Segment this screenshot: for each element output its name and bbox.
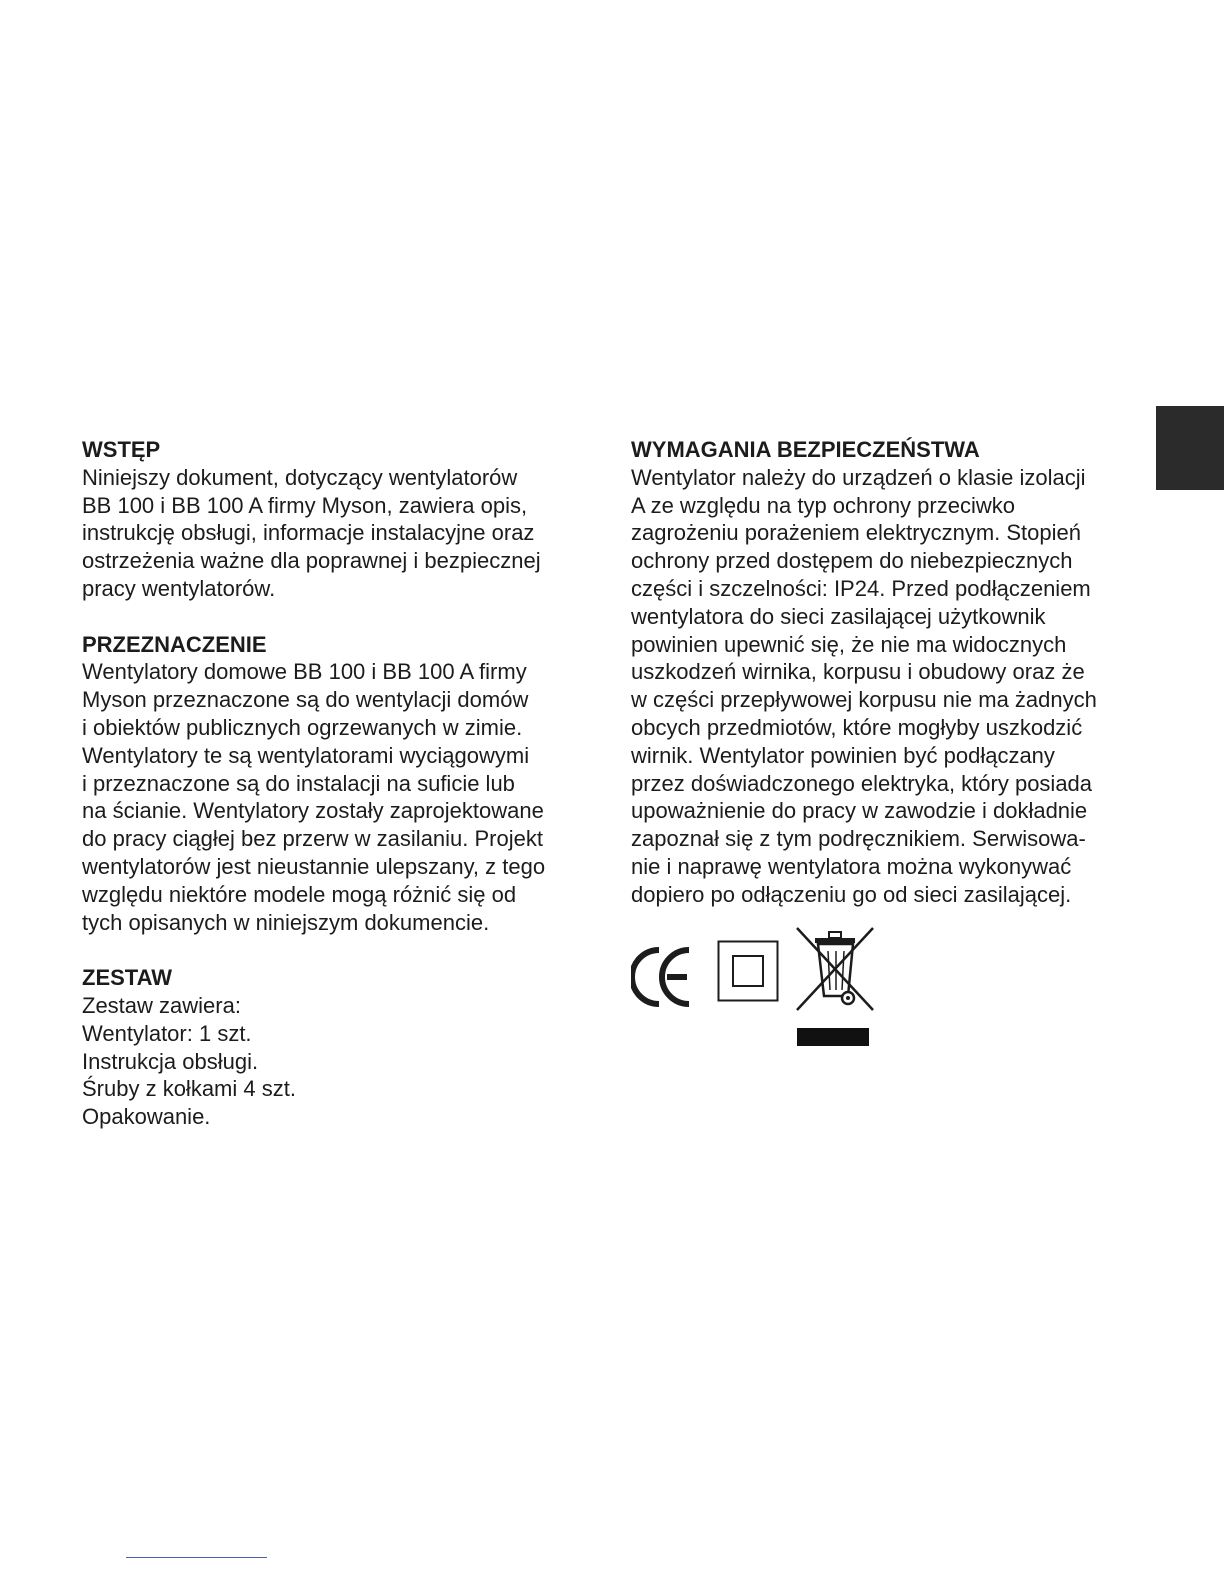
intro-line: instrukcję obsługi, informacje instalacyjne oraz [82, 520, 535, 546]
purpose-line: Myson przeznaczone są do wentylacji domów [82, 687, 529, 713]
intro-heading: WSTĘP [82, 437, 161, 462]
safety-line: zapoznał się z tym podręcznikiem. Serwisowa- [631, 826, 1086, 852]
safety-line: obcych przedmiotów, które mogłyby uszkodzić [631, 714, 1083, 740]
purpose-line: i przeznaczone są do instalacji na suficie lub [82, 770, 515, 796]
intro-line: BB 100 i BB 100 A firmy Myson, zawiera opis, [82, 492, 528, 518]
weee-black-bar [797, 1028, 869, 1046]
purpose-line: tych opisanych w niniejszym dokumencie. [82, 909, 490, 935]
purpose-line: Wentylatory te są wentylatorami wyciągowymi [82, 742, 530, 768]
safety-line: zagrożeniu porażeniem elektrycznym. Stopień [631, 520, 1082, 546]
ce-mark-icon [631, 946, 695, 1008]
right-column [631, 436, 1151, 936]
intro-line: Niniejszy dokument, dotyczący wentylatorów [82, 464, 518, 490]
safety-line: Wentylator należy do urządzeń o klasie izolacji [631, 464, 1086, 490]
safety-section [631, 436, 1151, 909]
purpose-section [82, 631, 592, 937]
safety-line: przez doświadczonego elektryka, który posiada [631, 770, 1093, 796]
purpose-line: do pracy ciągłej bez przerw w zasilaniu. Projekt [82, 826, 543, 852]
safety-line: dopiero po odłączeniu go od sieci zasilającej. [631, 881, 1072, 907]
safety-line: upoważnienie do pracy w zawodzie i dokładnie [631, 798, 1088, 824]
section-tab-marker [1156, 406, 1224, 490]
safety-heading: WYMAGANIA BEZPIECZEŃSTWA [631, 437, 980, 462]
left-column [82, 436, 592, 1159]
class-ii-insulation-icon [717, 940, 779, 1002]
safety-line: powinien upewnić się, że nie ma widocznych [631, 631, 1067, 657]
purpose-line: wentylatorów jest nieustannie ulepszany, z tego [82, 853, 546, 879]
purpose-line: na ścianie. Wentylatory zostały zaprojektowane [82, 798, 544, 824]
intro-line: ostrzeżenia ważne dla poprawnej i bezpiecznej [82, 548, 541, 574]
footer-rule [126, 1557, 267, 1558]
kit-line: Instrukcja obsługi. [82, 1048, 259, 1074]
kit-line: Opakowanie. [82, 1104, 211, 1130]
intro-line: pracy wentylatorów. [82, 575, 276, 601]
safety-line: w części przepływowej korpusu nie ma żadnych [631, 687, 1097, 713]
intro-section [82, 436, 592, 603]
kit-line: Wentylator: 1 szt. [82, 1020, 252, 1046]
safety-line: uszkodzeń wirnika, korpusu i obudowy oraz że [631, 659, 1085, 685]
kit-line: Śruby z kołkami 4 szt. [82, 1076, 296, 1102]
kit-line: Zestaw zawiera: [82, 992, 241, 1018]
safety-line: wirnik. Wentylator powinien być podłączany [631, 742, 1055, 768]
purpose-line: względu niektóre modele mogą różnić się od [82, 881, 517, 907]
kit-heading: ZESTAW [82, 965, 173, 991]
safety-line: ochrony przed dostępem do niebezpiecznych [631, 548, 1073, 574]
purpose-line: Wentylatory domowe BB 100 i BB 100 A firmy [82, 659, 527, 685]
purpose-heading: PRZEZNACZENIE [82, 631, 267, 657]
safety-line: części i szczelności: IP24. Przed podłączeniem [631, 575, 1091, 601]
safety-line: nie i naprawę wentylatora można wykonywać [631, 853, 1072, 879]
safety-line: A ze względu na typ ochrony przeciwko [631, 492, 1015, 518]
kit-section [82, 964, 592, 1131]
safety-line: wentylatora do sieci zasilającej użytkownik [631, 603, 1046, 629]
compliance-symbols [631, 924, 891, 1054]
weee-crossed-bin-icon [791, 924, 877, 1016]
purpose-line: i obiektów publicznych ogrzewanych w zimie. [82, 714, 523, 740]
